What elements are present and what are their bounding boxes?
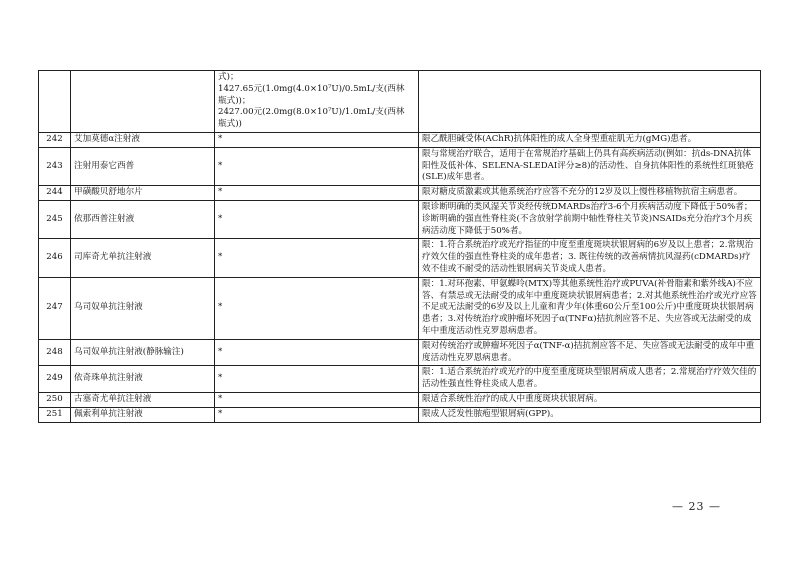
table-body xyxy=(39,71,761,423)
table-row xyxy=(39,407,761,422)
drug-name-cell: 乌司奴单抗注射液(静脉输注) xyxy=(71,339,215,366)
drug-name-cell: 艾加莫德α注射液 xyxy=(71,132,215,147)
remark-cell: 限：1.对环孢素、甲氨蝶呤(MTX)等其他系统性治疗或PUVA(补骨脂素和紫外线A)不应答、有禁忌或无法耐受的成年中重度斑块状银屑病患者；2.对其他系统性治疗或光疗应答不足或无法耐受的6岁及以上儿童和青少年(体重60公斤至100公斤)中重度斑块状银屑病患者；3.对传统治疗或肿瘤坏死因子α(TNFα)拮抗剂应答不足、失应答或无法耐受的成年中重度活动性克罗恩病患者。 xyxy=(419,277,761,339)
drug-name-cell: 乌司奴单抗注射液 xyxy=(71,277,215,339)
drug-list-table xyxy=(38,70,761,423)
row-number-cell: 251 xyxy=(39,407,71,422)
remark-cell: 限适合系统性治疗的成人中重度斑块状银屑病。 xyxy=(419,392,761,407)
price-cell: * xyxy=(215,277,419,339)
remark-cell: 限：1.适合系统治疗或光疗的中度至重度斑块型银屑病成人患者；2.常规治疗疗效欠佳的活动性强直性脊柱炎成人患者。 xyxy=(419,366,761,393)
table-row xyxy=(39,186,761,201)
price-cell: * xyxy=(215,239,419,277)
price-cell: * xyxy=(215,132,419,147)
drug-name-cell: 司库奇尤单抗注射液 xyxy=(71,239,215,277)
price-cell: * xyxy=(215,339,419,366)
price-cell xyxy=(215,71,419,133)
row-number-cell: 242 xyxy=(39,132,71,147)
page-number: — 23 — xyxy=(672,500,721,513)
row-number-cell: 244 xyxy=(39,186,71,201)
table-row xyxy=(39,339,761,366)
row-number-cell: 245 xyxy=(39,200,71,238)
price-cell: * xyxy=(215,392,419,407)
drug-name-cell: 依那西普注射液 xyxy=(71,200,215,238)
price-line: 瓶式))； xyxy=(218,95,251,106)
remark-cell: 限诊断明确的类风湿关节炎经传统DMARDs治疗3-6个月疾病活动度下降低于50%者；诊断明确的强直性脊柱炎(不含放射学前期中轴性脊柱关节炎)NSAIDs充分治疗3个月疾病活动度下降低于50%者。 xyxy=(419,200,761,238)
price-cell: * xyxy=(215,186,419,201)
remark-cell xyxy=(419,71,761,133)
price-line: 式)； xyxy=(218,72,239,82)
drug-name-cell: 甲磺酸贝舒地尔片 xyxy=(71,186,215,201)
remark-cell: 限成人泛发性脓疱型银屑病(GPP)。 xyxy=(419,407,761,422)
drug-name-cell xyxy=(71,71,215,133)
table-row xyxy=(39,277,761,339)
row-number-cell: 246 xyxy=(39,239,71,277)
price-cell: * xyxy=(215,147,419,185)
table-row xyxy=(39,147,761,185)
price-cell: * xyxy=(215,200,419,238)
row-number-cell: 248 xyxy=(39,339,71,366)
table-row xyxy=(39,366,761,393)
drug-name-cell: 佩索利单抗注射液 xyxy=(71,407,215,422)
price-line: 瓶式)) xyxy=(218,119,242,130)
remark-cell: 限对糖皮质激素或其他系统治疗应答不充分的12岁及以上慢性移植物抗宿主病患者。 xyxy=(419,186,761,201)
remark-cell: 限与常规治疗联合，适用于在常规治疗基础上仍具有高疾病活动(例如：抗ds-DNA抗体阳性及低补体、SELENA-SLEDAI评分≥8)的活动性、自身抗体阳性的系统性红斑狼疮(SLE)成年患者。 xyxy=(419,147,761,185)
remark-cell: 限乙酰胆碱受体(AChR)抗体阳性的成人全身型重症肌无力(gMG)患者。 xyxy=(419,132,761,147)
table-row xyxy=(39,132,761,147)
drug-name-cell: 依奇珠单抗注射液 xyxy=(71,366,215,393)
table-row-continued xyxy=(39,71,761,133)
price-line: 1427.65元(1.0mg(4.0×10⁷U)/0.5mL/支(西林 xyxy=(218,83,405,94)
row-number-cell: 250 xyxy=(39,392,71,407)
remark-cell: 限：1.符合系统治疗或光疗指征的中度至重度斑块状银屑病的6岁及以上患者；2.常规治疗效欠佳的强直性脊柱炎的成年患者；3. 既往传统的改善病情抗风湿药(cDMARDs)疗效不佳或不耐受的活动性银屑病关节炎成人患者。 xyxy=(419,239,761,277)
table-row xyxy=(39,200,761,238)
price-cell: * xyxy=(215,407,419,422)
table-row xyxy=(39,239,761,277)
row-number-cell xyxy=(39,71,71,133)
row-number-cell: 247 xyxy=(39,277,71,339)
row-number-cell: 249 xyxy=(39,366,71,393)
row-number-cell: 243 xyxy=(39,147,71,185)
table-row xyxy=(39,392,761,407)
drug-name-cell: 注射用泰它西普 xyxy=(71,147,215,185)
drug-name-cell: 古塞奇尤单抗注射液 xyxy=(71,392,215,407)
price-cell: * xyxy=(215,366,419,393)
remark-cell: 限对传统治疗或肿瘤坏死因子α(TNF-α)拮抗剂应答不足、失应答或无法耐受的成年中重度活动性克罗恩病患者。 xyxy=(419,339,761,366)
price-line: 2427.00元(2.0mg(8.0×10⁷U)/1.0mL/支(西林 xyxy=(218,107,405,118)
